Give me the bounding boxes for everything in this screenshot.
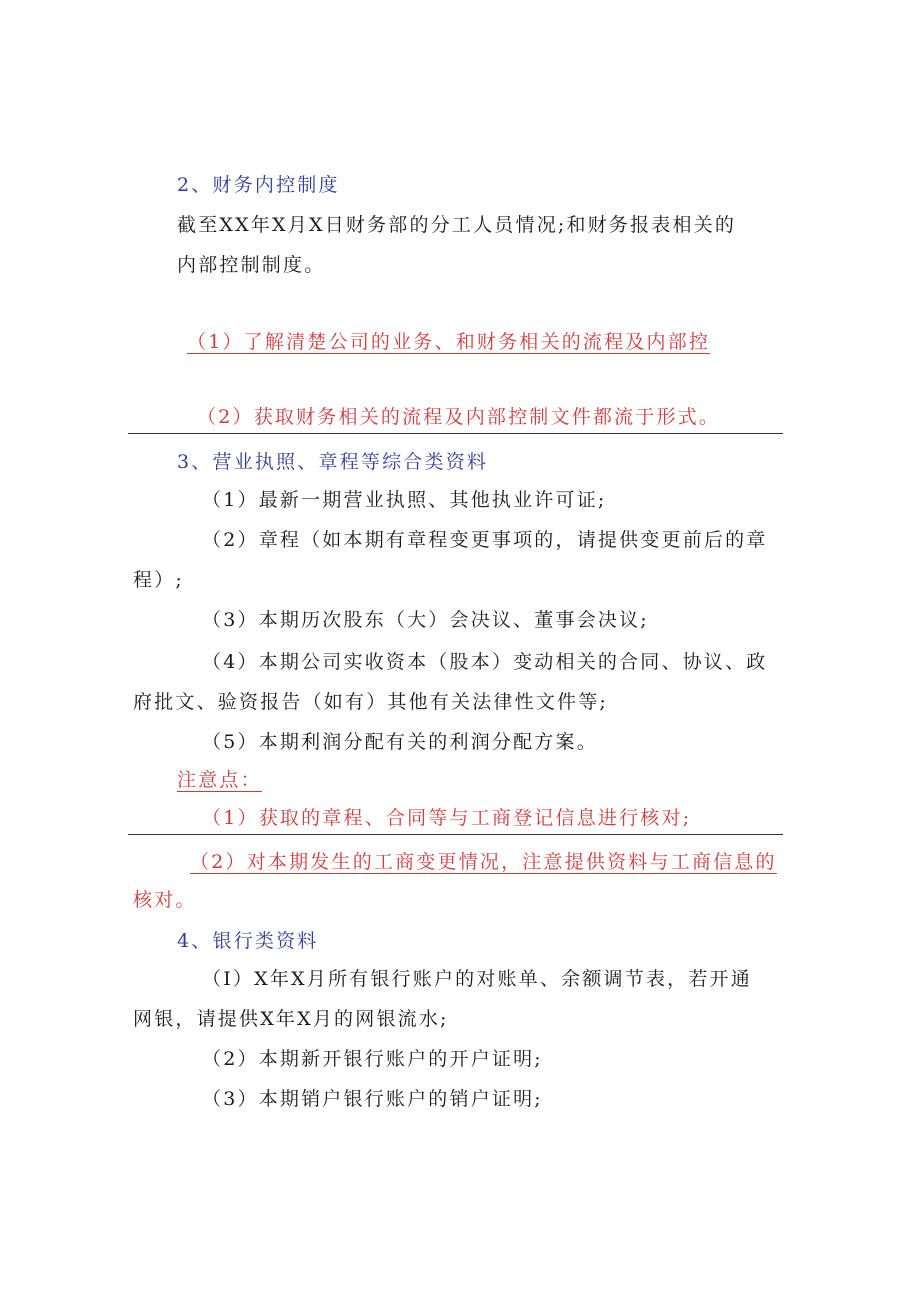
section-3-note-2-line-1: （2）对本期发生的工商变更情况，注意提供资料与工商信息的 xyxy=(190,851,777,873)
section-3-item-4-line-2: 府批文、验资报告（如有）其他有关法律性文件等; xyxy=(133,691,609,713)
section-3-item-4-line-1: （4）本期公司实收资本（股本）变动相关的合同、协议、政 xyxy=(202,651,768,673)
section-4-item-3: （3）本期销户银行账户的销户证明; xyxy=(202,1088,543,1110)
section-3-item-3: （3）本期历次股东（大）会决议、董事会决议; xyxy=(202,609,649,631)
section-2-body-line-2: 内部控制制度。 xyxy=(177,254,326,276)
section-3-item-2-line-2: 程）; xyxy=(133,569,185,591)
section-3-note-2-line-2: 核对。 xyxy=(133,889,197,911)
section-4-item-2: （2）本期新开银行账户的开户证明; xyxy=(202,1048,543,1070)
section-2-heading: 2、财务内控制度 xyxy=(177,174,340,196)
section-3-item-5: （5）本期利润分配有关的利润分配方案。 xyxy=(202,731,598,753)
section-2-body-line-1: 截至XX年X月X日财务部的分工人员情况;和财务报表相关的 xyxy=(177,214,737,236)
horizontal-rule xyxy=(128,834,783,835)
section-3-note-1: （1）获取的章程、合同等与工商登记信息进行核对; xyxy=(202,807,692,829)
section-4-item-1-line-2: 网银，请提供X年X月的网银流水; xyxy=(133,1008,449,1030)
section-4-item-1-line-1: （I）X年X月所有银行账户的对账单、余额调节表，若开通 xyxy=(202,968,752,990)
section-3-item-2-line-1: （2）章程（如本期有章程变更事项的，请提供变更前后的章 xyxy=(202,529,768,551)
section-3-item-1: （1）最新一期营业执照、其他执业许可证; xyxy=(202,489,607,511)
section-2-note-2: （2）获取财务相关的流程及内部控制文件都流于形式。 xyxy=(197,406,721,428)
section-2-note-1: （1）了解清楚公司的业务、和财务相关的流程及内部控 xyxy=(187,331,711,353)
section-4-heading: 4、银行类资料 xyxy=(177,930,319,952)
section-3-heading: 3、营业执照、章程等综合类资料 xyxy=(177,451,489,473)
horizontal-rule xyxy=(128,433,783,434)
section-3-notes-title: 注意点： xyxy=(177,769,262,791)
